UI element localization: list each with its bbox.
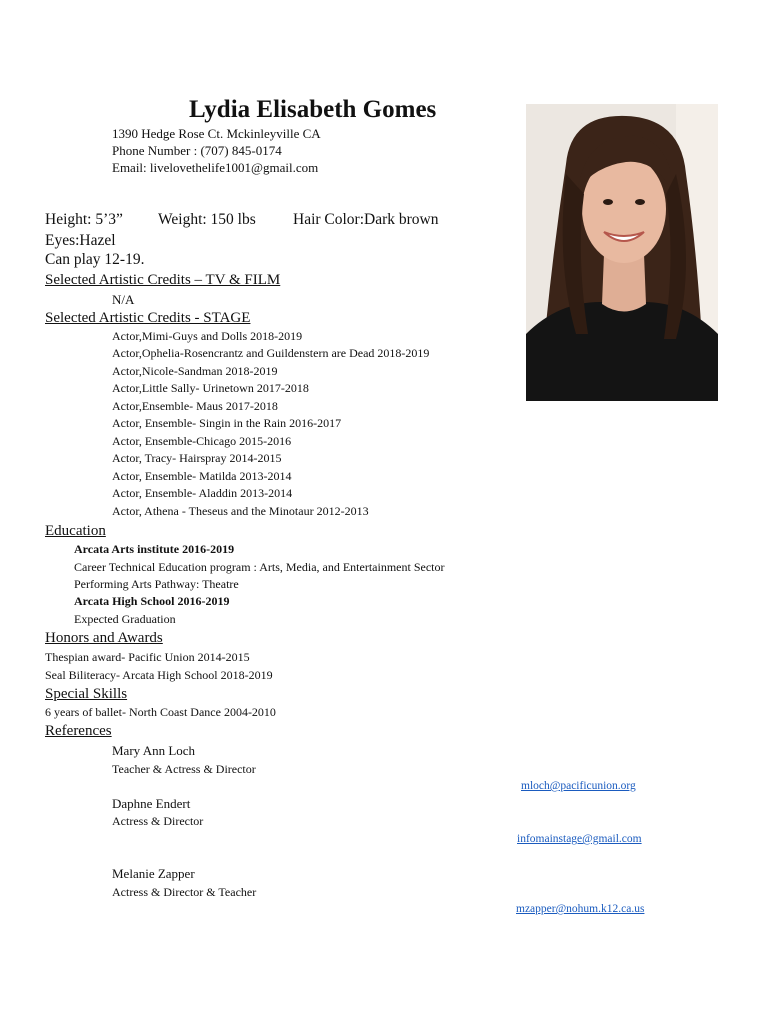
education-heading: Education (45, 523, 106, 539)
stage-credit: Actor,Ophelia-Rosencrantz and Guildenstern are Dead 2018-2019 (112, 346, 430, 360)
stage-credit: Actor,Little Sally- Urinetown 2017-2018 (112, 381, 309, 395)
reference-name: Melanie Zapper (112, 866, 195, 881)
address-line: 1390 Hedge Rose Ct. Mckinleyville CA (112, 126, 321, 141)
reference-email-link[interactable]: mzapper@nohum.k12.ca.us (516, 903, 645, 915)
program-line: Career Technical Education program : Arts, Media, and Entertainment Sector (74, 560, 445, 574)
reference-name: Mary Ann Loch (112, 743, 196, 758)
stage-credit: Actor, Athena - Theseus and the Minotaur 2012-2013 (112, 504, 369, 518)
graduation-line: Expected Graduation (74, 612, 176, 626)
school-arcata-arts: Arcata Arts institute 2016-2019 (74, 542, 235, 556)
hair-stat: Hair Color:Dark brown (293, 211, 439, 228)
school-arcata-high: Arcata High School 2016-2019 (74, 594, 230, 608)
stage-credit: Actor,Ensemble- Maus 2017-2018 (112, 399, 278, 413)
weight-stat: Weight: 150 lbs (158, 211, 256, 228)
stage-credit: Actor,Mimi-Guys and Dolls 2018-2019 (112, 329, 303, 343)
phone-line: Phone Number : (707) 845-0174 (112, 143, 282, 158)
references-heading: References (45, 723, 112, 739)
stage-credit: Actor, Tracy- Hairspray 2014-2015 (112, 451, 282, 465)
reference-email-link[interactable]: mloch@pacificunion.org (521, 780, 636, 792)
skill-item: 6 years of ballet- North Coast Dance 2004-2010 (45, 705, 276, 719)
skills-heading: Special Skills (45, 686, 128, 702)
stage-credit: Actor, Ensemble- Singin in the Rain 2016-2017 (112, 416, 342, 430)
tv-film-item: N/A (112, 292, 135, 307)
honor-item: Seal Biliteracy- Arcata High School 2018-2019 (45, 668, 273, 682)
honor-item: Thespian award- Pacific Union 2014-2015 (45, 650, 250, 664)
height-stat: Height: 5’3” (45, 211, 123, 228)
honors-heading: Honors and Awards (45, 630, 163, 646)
reference-role: Actress & Director (112, 814, 204, 828)
headshot-photo (526, 104, 718, 401)
pathway-line: Performing Arts Pathway: Theatre (74, 577, 239, 591)
age-range-stat: Can play 12-19. (45, 251, 145, 268)
reference-name: Daphne Endert (112, 796, 191, 811)
stage-credit: Actor, Ensemble- Aladdin 2013-2014 (112, 486, 293, 500)
eyes-stat: Eyes:Hazel (45, 232, 116, 249)
reference-role: Actress & Director & Teacher (112, 885, 257, 899)
stage-credit: Actor, Ensemble-Chicago 2015-2016 (112, 434, 292, 448)
reference-email-link[interactable]: infomainstage@gmail.com (517, 833, 642, 845)
tv-film-heading: Selected Artistic Credits – TV & FILM (45, 272, 281, 288)
resume-name: Lydia Elisabeth Gomes (189, 96, 437, 123)
stage-heading: Selected Artistic Credits - STAGE (45, 310, 251, 326)
stage-credit: Actor, Ensemble- Matilda 2013-2014 (112, 469, 292, 483)
email-line: Email: livelovethelife1001@gmail.com (112, 160, 319, 175)
stage-credit: Actor,Nicole-Sandman 2018-2019 (112, 364, 278, 378)
reference-role: Teacher & Actress & Director (112, 762, 256, 776)
headshot-icon (526, 104, 718, 401)
